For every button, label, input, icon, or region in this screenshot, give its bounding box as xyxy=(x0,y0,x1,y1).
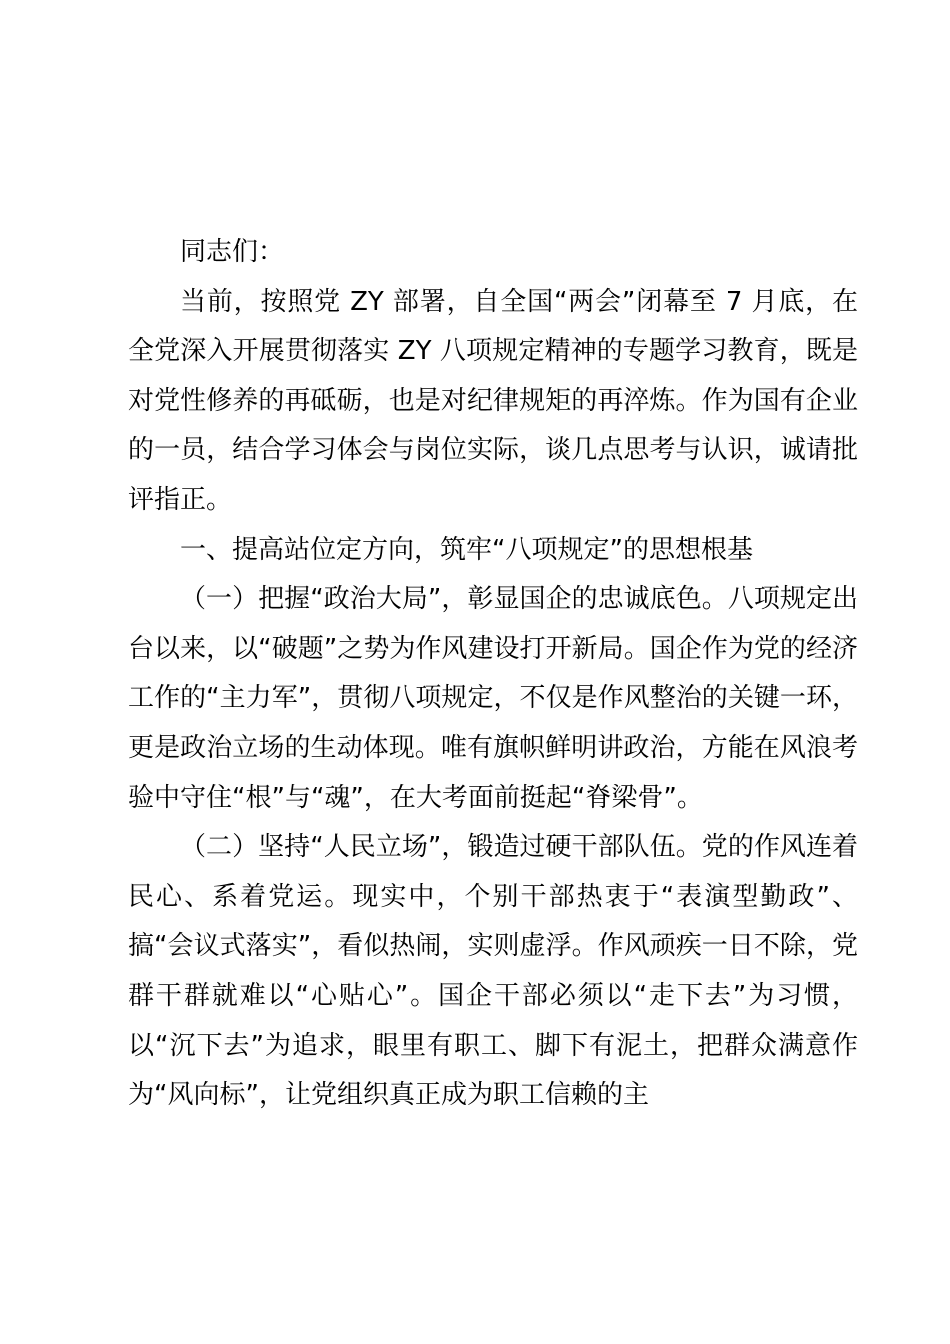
salutation: 同志们： xyxy=(180,237,285,267)
subsection-paragraph-1: （一）把握“政治大局”，彰显国企的忠诚底色。八项规定出台以来，以“破题”之势为作风建设打开新局。国企作为党的经济工作的“主力军”，贯彻八项规定，不仅是作风整治的关键一环，更是政治立场的生动体现。唯有旗帜鲜明讲政治，方能在风浪考验中守住“根”与“魂”，在大考面前挺起“脊梁骨”。 xyxy=(128,584,858,813)
subsection-paragraph-2: （二）坚持“人民立场”，锻造过硬干部队伍。党的作风连着民心、系着党运。现实中，个别干部热衷于“表演型勤政”、搞“会议式落实”，看似热闹，实则虚浮。作风顽疾一日不除，党群干群就难以“心贴心”。国企干部必须以“走下去”为习惯，以“沉下去”为追求，眼里有职工、脚下有泥土，把群众满意作为“风向标”，让党组织真正成为职工信赖的主 xyxy=(128,832,858,1111)
document-body xyxy=(128,228,858,1121)
intro-paragraph: 当前，按照党 ZY 部署，自全国“两会”闭幕至 7 月底，在全党深入开展贯彻落实 ZY 八项规定精神的专题学习教育，既是对党性修养的再砥砺，也是对纪律规矩的再淬炼。作为国有企业的一员，结合学习体会与岗位实际，谈几点思考与认识，诚请批评指正。 xyxy=(128,286,858,515)
section-heading: 一、提高站位定方向，筑牢“八项规定”的思想根基 xyxy=(180,534,753,565)
